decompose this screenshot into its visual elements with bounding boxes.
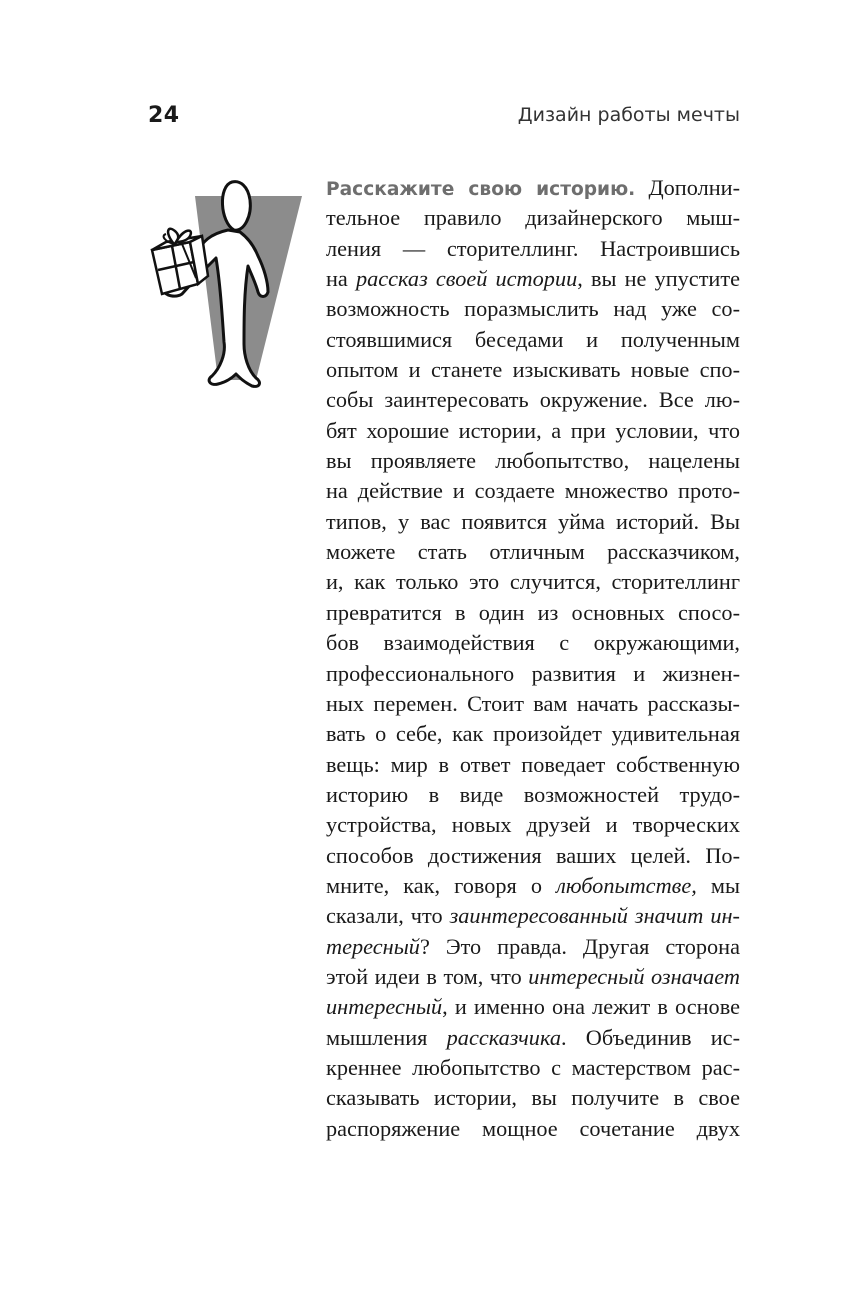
text-line: типов, у вас появится уйма историй. Вы [326, 508, 740, 534]
italic-phrase: заинтересованный значит ин- [449, 903, 740, 929]
text-line: мните, как, говоря о любопытстве, мы [326, 872, 740, 898]
text-line: вещь: мир в ответ поведает собственную [326, 751, 740, 777]
person-holding-gift-icon [140, 172, 310, 417]
lead-in-heading: Расскажите свою историю. [326, 179, 636, 200]
text-line: распоряжение мощное сочетание двух [326, 1115, 740, 1141]
text-line: этой идеи в том, что интересный означает [326, 963, 740, 989]
italic-phrase: тересный [326, 933, 420, 959]
text-line: ных перемен. Стоит вам начать рассказы- [326, 690, 740, 716]
text-line: превратится в один из основных спосо- [326, 599, 740, 625]
text-line: сказывать истории, вы получите в свое [326, 1085, 740, 1111]
text-line: интересный, и именно она лежит в основе [326, 994, 740, 1020]
italic-phrase: рассказчика [446, 1024, 561, 1050]
text-line: на действие и создаете множество прото- [326, 478, 740, 504]
text-line: Расскажите свою историю. Дополни- [326, 175, 740, 200]
text-line: на рассказ своей истории, вы не упустите [326, 266, 741, 292]
text-line: возможность поразмыслить над уже со- [326, 296, 740, 322]
text-line: устройства, новых друзей и творческих [326, 812, 740, 838]
text-line: ления — сторителлинг. Настроившись [326, 235, 740, 261]
body-paragraph [326, 173, 740, 1144]
italic-phrase: рассказ своей истории [355, 266, 578, 292]
text-line: собы заинтересовать окружение. Все лю- [326, 387, 740, 413]
text-line: тельное правило дизайнерского мыш- [326, 205, 740, 231]
page-number: 24 [148, 103, 180, 128]
running-title: Дизайн работы мечты [517, 104, 740, 126]
text-line: бов взаимодействия с окружающими, [326, 630, 740, 656]
text-line: бят хорошие истории, а при условии, что [326, 417, 740, 443]
text-line: вать о себе, как произойдет удивительная [326, 721, 740, 747]
text-line: можете стать отличным рассказчиком, [326, 539, 740, 565]
text-line: вы проявляете любопытство, нацелены [326, 448, 740, 474]
text-line: тересный? Это правда. Другая сторона [326, 933, 740, 959]
text-line: мышления рассказчика. Объединив ис- [326, 1024, 740, 1050]
text-line: и, как только это случится, сторителлинг [326, 569, 740, 595]
text-line: профессионального развития и жизнен- [326, 660, 740, 686]
italic-phrase: любопытстве, [556, 872, 697, 898]
text-line: стоявшимися беседами и полученным [326, 326, 740, 352]
italic-phrase: интересный означает [528, 963, 740, 989]
text-line: историю в виде возможностей трудо- [326, 781, 740, 807]
text-line: сказали, что заинтересованный значит ин- [326, 903, 740, 929]
text-line: способов достижения ваших целей. По- [326, 842, 740, 868]
text-line: опытом и станете изыскивать новые спо- [326, 357, 740, 383]
italic-phrase: интересный [326, 994, 443, 1020]
text-line: креннее любопытство с мастерством рас- [326, 1054, 740, 1080]
